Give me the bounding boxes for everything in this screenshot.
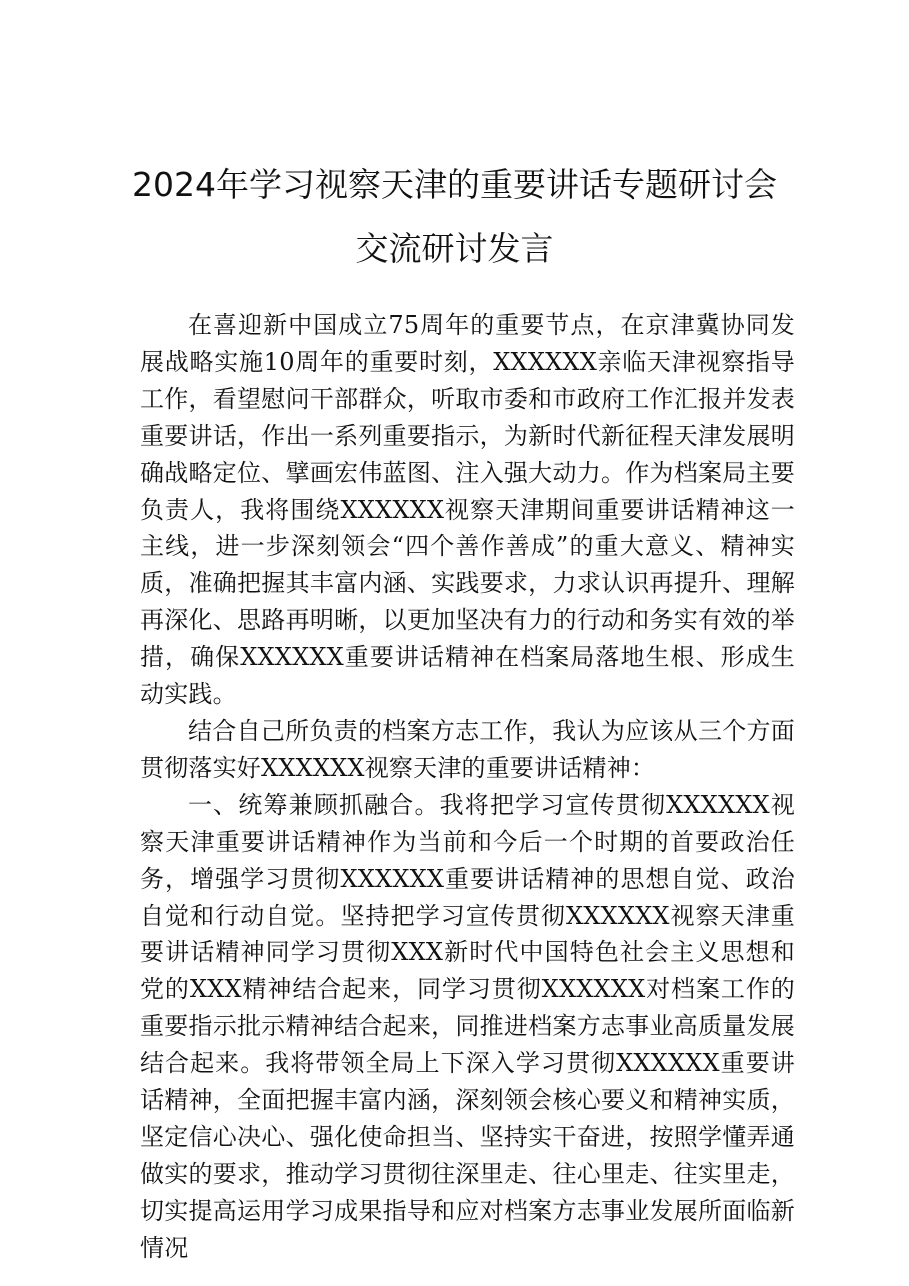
paragraph-overview: 结合自己所负责的档案方志工作，我认为应该从三个方面贯彻落实好XXXXXX视察天津的重要讲话精神： (140, 716, 795, 782)
paragraph-intro: 在喜迎新中国成立75周年的重要节点，在京津冀协同发展战略实施10周年的重要时刻，XXXXXX亲临天津视察指导工作，看望慰问干部群众，听取市委和市政府工作汇报并发表重要讲话，作出一系列重要指示，为新时代新征程天津发展明确战略定位、擘画宏伟蓝图、注入强大动力。作为档案局主要负责人，我将围绕XXXXXX视察天津期间重要讲话精神这一主线，进一步深刻领会“四个善作善成”的重大意义、精神实质，准确把握其丰富内涵、实践要求，力求认识再提升、理解再深化、思路再明晰，以更加坚决有力的行动和务实有效的举措，确保XXXXXX重要讲话精神在档案局落地生根、形成生动实践。 (140, 311, 795, 709)
document-title-line-2: 交流研讨发言 (355, 229, 554, 268)
document-body (140, 307, 795, 1267)
paragraph-section-one: 一、统筹兼顾抓融合。我将把学习宣传贯彻XXXXXX视察天津重要讲话精神作为当前和今后一个时期的首要政治任务，增强学习贯彻XXXXXX重要讲话精神的思想自觉、政治自觉和行动自觉。坚持把学习宣传贯彻XXXXXX视察天津重要讲话精神同学习贯彻XXX新时代中国特色社会主义思想和党的XXX精神结合起来，同学习贯彻XXXXXX对档案工作的重要指示批示精神结合起来，同推进档案方志事业高质量发展结合起来。我将带领全局上下深入学习贯彻XXXXXX重要讲话精神，全面把握丰富内涵，深刻领会核心要义和精神实质，坚定信心决心、强化使命担当、坚持实干奋进，按照学懂弄通做实的要求，推动学习贯彻往深里走、往心里走、往实里走，切实提高运用学习成果指导和应对档案方志事业发展所面临新情况 (140, 790, 795, 1262)
document-title-line-1: 2024年学习视察天津的重要讲话专题研讨会 (132, 165, 777, 204)
